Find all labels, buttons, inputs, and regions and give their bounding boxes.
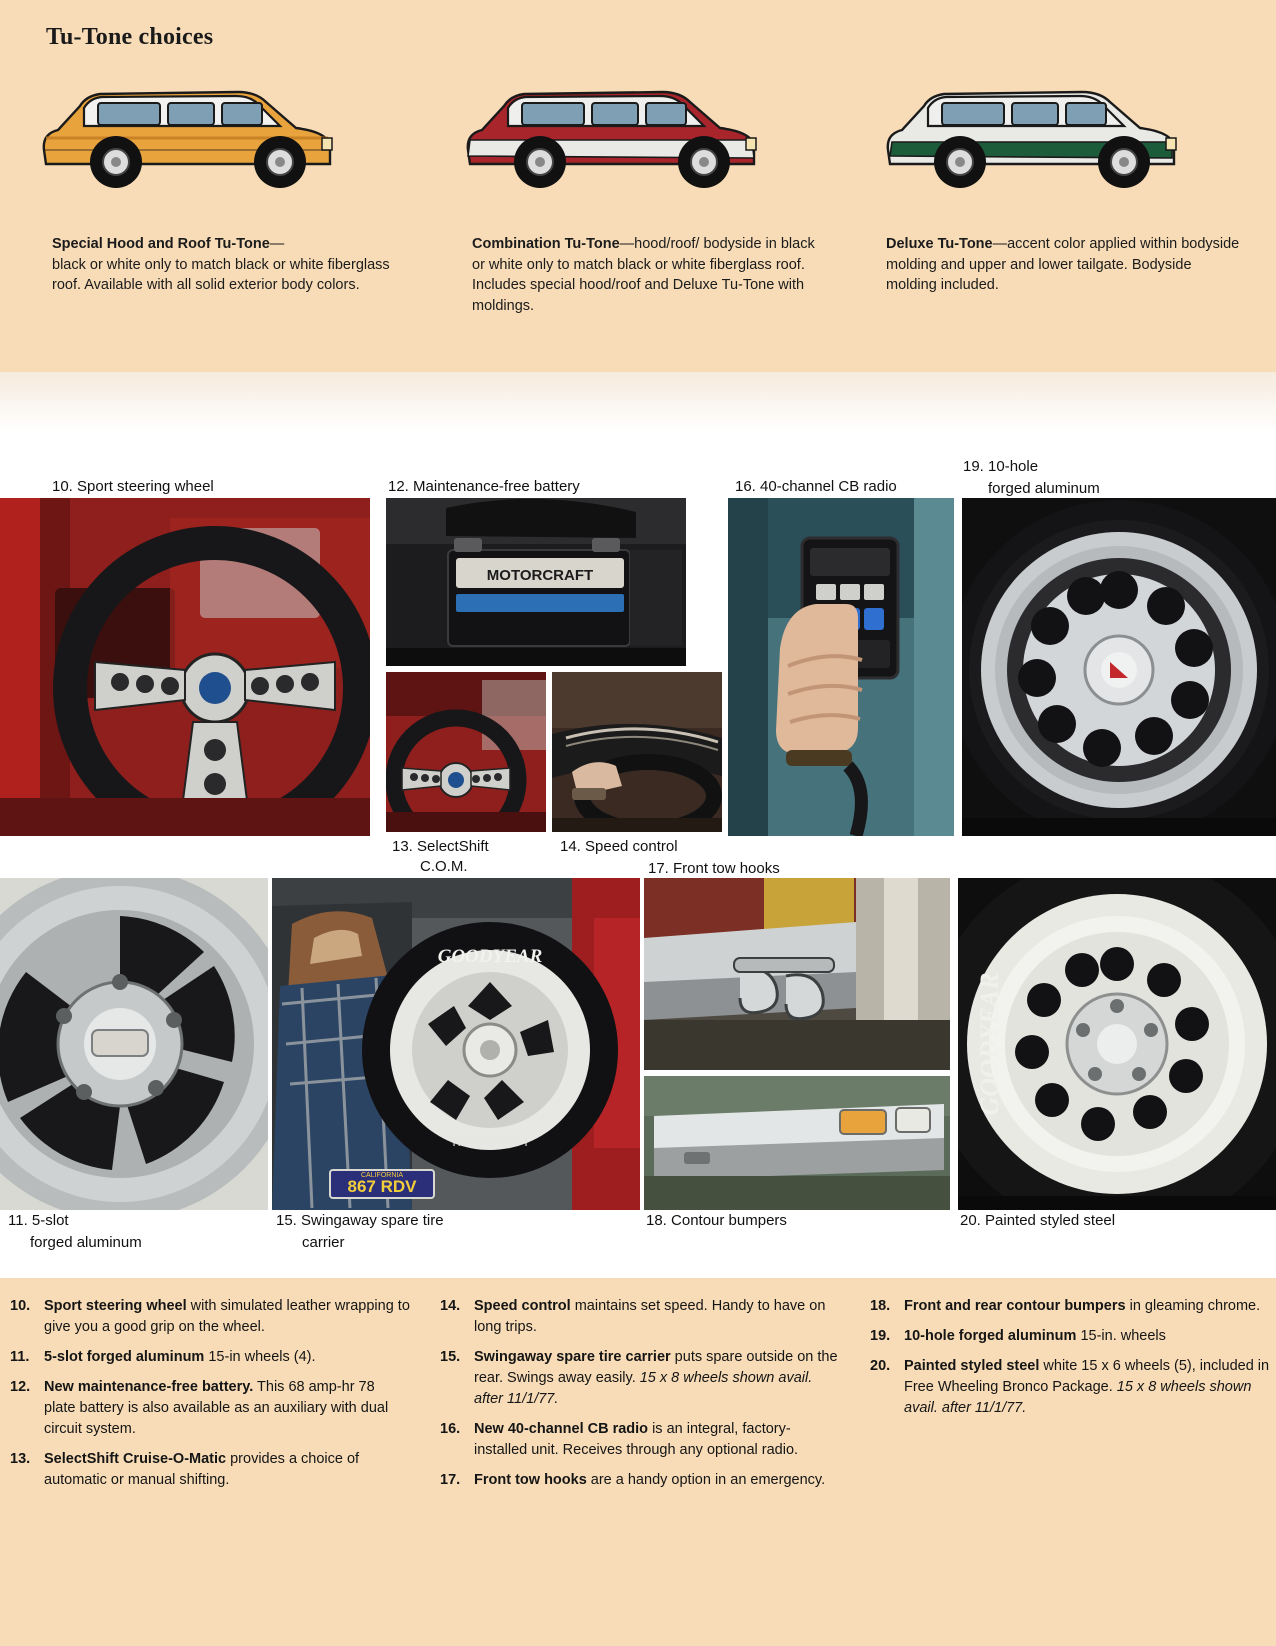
- features-section: [0, 1278, 1276, 1646]
- feature-item-13: [10, 1449, 410, 1491]
- tutone-desc-special: [52, 234, 402, 296]
- tutone-text-special: black or white only to match black or white fiberglass roof. Available with all solid exterior body colors.: [52, 256, 390, 294]
- feature-item-20: [870, 1356, 1270, 1419]
- tutone-section: [0, 0, 1276, 372]
- caption-selectshift-line1: 13. SelectShift: [392, 838, 489, 855]
- feature-text-11: 15-in wheels (4).: [204, 1349, 316, 1366]
- feature-text-17: are a handy option in an emergency.: [586, 1472, 826, 1489]
- tutone-text-combination: hood/roof/ bodyside in black or white only to match black or white fiberglass roof. Includes special hood/roof and Deluxe Tu-Tone with moldings.: [472, 236, 815, 314]
- feature-text-13: provides a choice of automatic or manual shifting.: [44, 1451, 360, 1489]
- caption-selectshift-line2: C.O.M.: [420, 858, 468, 875]
- feature-text-15: puts spare outside on the rear. Swings away easily.: [474, 1349, 838, 1387]
- caption-cb-radio: 16. 40-channel CB radio: [735, 478, 897, 495]
- caption-swingaway-line1: 15. Swingaway spare tire: [276, 1212, 444, 1229]
- caption-maintenance-free-battery: 12. Maintenance-free battery: [388, 478, 580, 495]
- feature-num-19: 19.: [870, 1328, 891, 1345]
- feature-item-19: [870, 1326, 1270, 1347]
- feature-num-11: 11.: [10, 1349, 30, 1366]
- features-column-3: [870, 1296, 1270, 1428]
- feature-num-14: 14.: [440, 1298, 461, 1314]
- feature-num-12: 12.: [10, 1379, 31, 1396]
- tutone-desc-combination: [472, 234, 817, 316]
- feature-num-17: 17.: [440, 1472, 461, 1489]
- feature-num-13: 13.: [10, 1451, 31, 1468]
- tutone-title: Tu-Tone choices: [46, 24, 214, 50]
- feature-bold-15: Swingaway spare tire carrier: [474, 1349, 671, 1366]
- caption-sport-steering-wheel: 10. Sport steering wheel: [52, 478, 214, 495]
- feature-bold-20: Painted styled steel: [904, 1358, 1040, 1375]
- photo-5-slot-forged-aluminum: [0, 878, 268, 1210]
- photo-swingaway-spare-tire-carrier: [272, 878, 640, 1210]
- feature-item-17: [440, 1470, 840, 1491]
- truck-illustration-special-hood-roof: [28, 46, 348, 186]
- feature-item-12: [10, 1377, 410, 1440]
- feature-item-15: [440, 1347, 840, 1410]
- photo-speed-control: [552, 672, 722, 832]
- feature-bold-18: Front and rear contour bumpers: [904, 1298, 1126, 1314]
- svg-text:TRACKER A-T: TRACKER A-T: [450, 1135, 530, 1149]
- feature-italic-20: 15 x 8 wheels shown avail. after 11/1/77.: [904, 1379, 1252, 1417]
- feature-text-20: white 15 x 6 wheels (5), included in Free Wheeling Bronco Package.: [904, 1358, 1270, 1396]
- photo-selectshift-com: [386, 672, 546, 832]
- svg-text:867 RDV: 867 RDV: [347, 1177, 417, 1196]
- feature-text-12: This 68 amp-hr 78 plate battery is also available as an auxiliary with dual circuit system.: [44, 1379, 389, 1438]
- tutone-dash-deluxe: —: [992, 236, 1008, 252]
- feature-text-16: is an integral, factory-installed unit. Receives through any optional radio.: [474, 1421, 799, 1459]
- feature-item-16: [440, 1419, 840, 1461]
- features-column-2: [440, 1296, 840, 1500]
- tutone-name-combination: Combination Tu-Tone: [472, 236, 620, 252]
- tutone-desc-deluxe: [886, 234, 1246, 296]
- fade-divider: [0, 372, 1276, 432]
- feature-bold-13: SelectShift Cruise-O-Matic: [44, 1451, 227, 1468]
- feature-bold-17: Front tow hooks: [474, 1472, 587, 1489]
- feature-num-10: 10.: [10, 1298, 31, 1314]
- caption-speed-control: 14. Speed control: [560, 838, 678, 855]
- feature-num-15: 15.: [440, 1349, 461, 1366]
- photo-10-hole-forged-aluminum: [962, 498, 1276, 836]
- feature-item-14: [440, 1296, 840, 1338]
- tutone-name-deluxe: Deluxe Tu-Tone: [886, 236, 993, 252]
- truck-illustration-combination-tutone: [452, 46, 772, 186]
- photo-maintenance-free-battery: [386, 498, 686, 666]
- feature-bold-11: 5-slot forged aluminum: [44, 1349, 205, 1366]
- feature-bold-12: New maintenance-free battery.: [44, 1379, 254, 1396]
- photo-contour-bumpers: [644, 1076, 950, 1210]
- feature-num-16: 16.: [440, 1421, 461, 1438]
- feature-bold-10: Sport steering wheel: [44, 1298, 187, 1314]
- svg-text:CALIFORNIA: CALIFORNIA: [360, 1172, 404, 1179]
- feature-bold-19: 10-hole forged aluminum: [904, 1328, 1077, 1345]
- feature-text-14: maintains set speed. Handy to have on long trips.: [474, 1298, 826, 1336]
- svg-text:GOODYEAR: GOODYEAR: [975, 972, 1004, 1116]
- svg-text:MOTORCRAFT: MOTORCRAFT: [486, 567, 594, 584]
- caption-swingaway-line2: carrier: [302, 1234, 345, 1251]
- tutone-dash-combination: —: [619, 236, 635, 252]
- photo-front-tow-hooks: [644, 878, 950, 1070]
- caption-10-hole-line1: 19. 10-hole: [963, 458, 1039, 475]
- svg-text:GOODYEAR: GOODYEAR: [437, 946, 543, 967]
- feature-bold-16: New 40-channel CB radio: [474, 1421, 649, 1438]
- tutone-dash-special: —: [269, 236, 285, 252]
- caption-painted-styled-steel: 20. Painted styled steel: [960, 1212, 1116, 1229]
- feature-item-10: [10, 1296, 410, 1338]
- photo-painted-styled-steel: [958, 878, 1276, 1210]
- feature-bold-14: Speed control: [474, 1298, 571, 1314]
- photo-sport-steering-wheel: [0, 498, 370, 836]
- caption-front-tow-hooks: 17. Front tow hooks: [648, 860, 780, 877]
- feature-num-20: 20.: [870, 1358, 891, 1375]
- feature-italic-15: 15 x 8 wheels shown avail. after 11/1/77.: [474, 1370, 813, 1408]
- feature-item-18: [870, 1296, 1270, 1317]
- tutone-name-special: Special Hood and Roof Tu-Tone: [52, 236, 270, 252]
- tutone-text-deluxe: accent color applied within bodyside molding and upper and lower tailgate. Bodyside molding included.: [886, 236, 1240, 294]
- feature-text-19: 15-in. wheels: [1076, 1328, 1166, 1345]
- caption-contour-bumpers: 18. Contour bumpers: [646, 1212, 787, 1229]
- feature-text-18: in gleaming chrome.: [1125, 1298, 1261, 1314]
- features-column-1: [10, 1296, 410, 1500]
- feature-text-10: with simulated leather wrapping to give you a good grip on the wheel.: [44, 1298, 410, 1336]
- feature-item-11: [10, 1347, 410, 1368]
- caption-5-slot-line2: forged aluminum: [30, 1234, 142, 1251]
- truck-illustration-deluxe-tutone: [872, 46, 1192, 186]
- caption-10-hole-line2: forged aluminum: [988, 480, 1100, 497]
- caption-5-slot-line1: 11. 5-slot: [8, 1212, 69, 1229]
- feature-num-18: 18.: [870, 1298, 891, 1314]
- photo-cb-radio: [728, 498, 954, 836]
